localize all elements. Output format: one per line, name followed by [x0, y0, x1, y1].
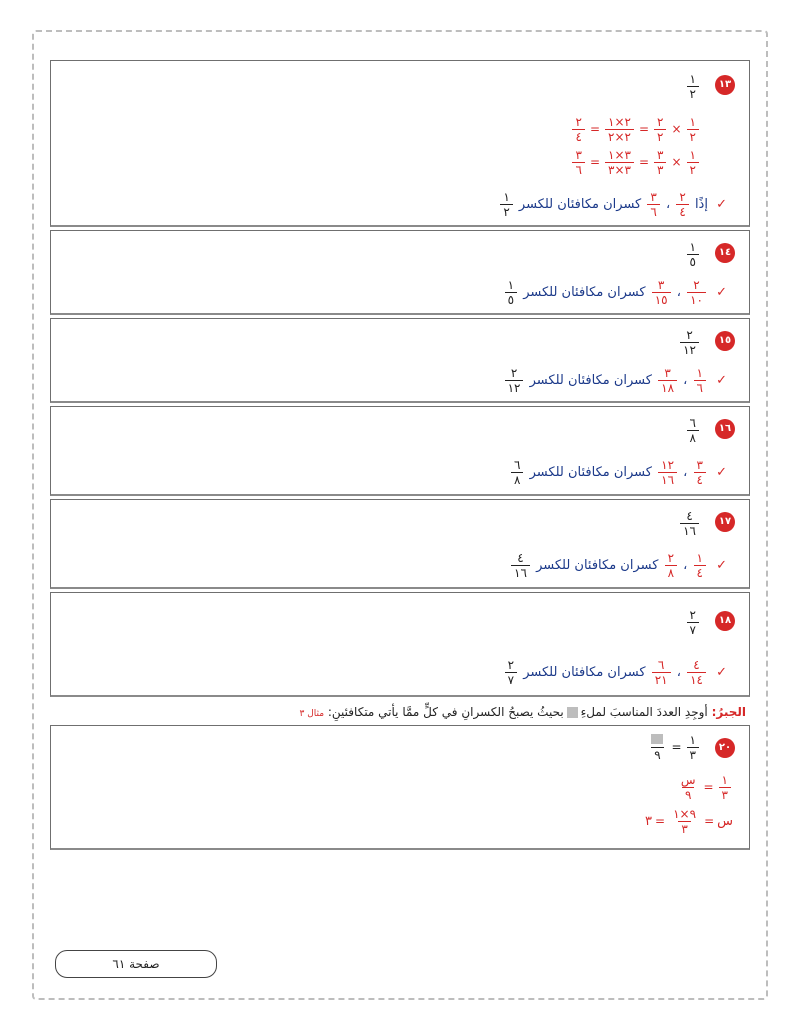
answer-line: ✓ $\frac{١}{٤}$ ، $\frac{٢}{٨}$ كسران مكافئان للكسر $\frac{٤}{١٦}$	[509, 552, 727, 579]
given-fraction: $\frac{١}{٥}$	[685, 241, 701, 268]
blank-square-icon	[567, 707, 578, 718]
question-number-badge: ١٦	[715, 419, 735, 439]
question-number-badge: ١٤	[715, 243, 735, 263]
given-fraction: $\frac{١}{٢}$	[685, 73, 701, 100]
step-line-1: $\frac{١}{٣}$ = $\frac{\text{س}}{٩}$	[676, 774, 733, 801]
check-icon: ✓	[716, 285, 727, 300]
given-fraction: $\frac{٦}{٨}$	[685, 417, 701, 444]
exercise-15	[50, 318, 750, 403]
worksheet-content	[50, 60, 750, 853]
check-icon: ✓	[716, 465, 727, 480]
answer-line: ✓ $\frac{٤}{١٤}$ ، $\frac{٦}{٢١}$ كسران مكافئان للكسر $\frac{٢}{٧}$	[503, 659, 727, 686]
exercise-20	[50, 725, 750, 850]
answer-line: ✓ $\frac{٢}{١٠}$ ، $\frac{٣}{١٥}$ كسران مكافئان للكسر $\frac{١}{٥}$	[503, 279, 727, 306]
section-heading: الجبرُ: أوجِدِ العددَ المناسبَ لملءِبحيثُ يصبحُ الكسرانِ في كلٍّ ممَّا يأتي متكافئينِ: مثال ٣	[299, 705, 746, 719]
question-number-badge: ١٨	[715, 611, 735, 631]
exercise-18	[50, 592, 750, 697]
exercise-14	[50, 230, 750, 315]
question-number-badge: ٢٠	[715, 738, 735, 758]
step-line-2: $\frac{١}{٢}$ × $\frac{٣}{٣}$ = $\frac{٣\times ١}{٣\times ٣}$ = $\frac{٣}{٦}$	[570, 149, 701, 176]
given-fraction: $\frac{٢}{١٢}$	[678, 329, 701, 356]
problem-line: $\frac{١}{٣}$ = ٩	[646, 734, 701, 761]
question-number-badge: ١٧	[715, 512, 735, 532]
exercise-13	[50, 60, 750, 227]
example-reference: مثال ٣	[299, 709, 325, 719]
answer-line: ✓ $\frac{٣}{٤}$ ، $\frac{١٢}{١٦}$ كسران مكافئان للكسر $\frac{٦}{٨}$	[509, 459, 727, 486]
step-line-1: $\frac{١}{٢}$ × $\frac{٢}{٢}$ = $\frac{٢\times ١}{٢\times ٢}$ = $\frac{٢}{٤}$	[570, 116, 701, 143]
page-number-label: صفحة ٦١	[55, 950, 217, 978]
exercise-17	[50, 499, 750, 589]
answer-line: ✓ $\frac{١}{٦}$ ، $\frac{٣}{١٨}$ كسران مكافئان للكسر $\frac{٢}{١٢}$	[503, 367, 727, 394]
check-icon: ✓	[716, 373, 727, 388]
exercise-16	[50, 406, 750, 496]
step-line-2: س= $\frac{٩\times ١}{٣}$ =٣	[645, 807, 733, 836]
answer-line: ✓ إذًا $\frac{٢}{٤}$ ، $\frac{٣}{٦}$ كسران مكافئان للكسر $\frac{١}{٢}$	[498, 191, 727, 218]
check-icon: ✓	[716, 558, 727, 573]
check-icon: ✓	[716, 665, 727, 680]
question-number-badge: ١٥	[715, 331, 735, 351]
given-fraction: $\frac{٤}{١٦}$	[678, 510, 701, 537]
question-number-badge: ١٣	[715, 75, 735, 95]
blank-square-icon	[651, 734, 663, 744]
check-icon: ✓	[716, 197, 727, 212]
given-fraction: $\frac{٢}{٧}$	[685, 609, 701, 636]
